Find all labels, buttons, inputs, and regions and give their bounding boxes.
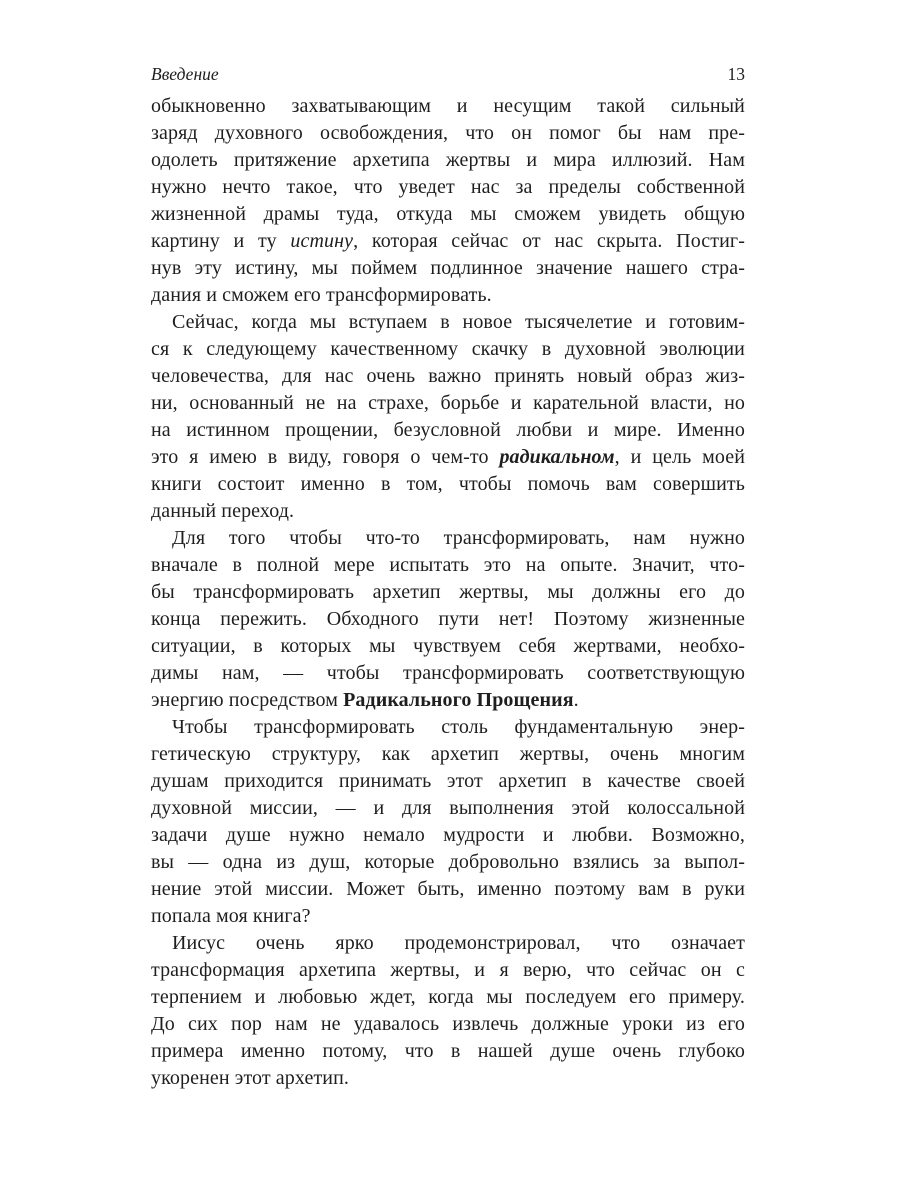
text-line: [151, 120, 745, 147]
page-body: [151, 93, 745, 1092]
emphasized-text: Радикального Прощения: [343, 689, 574, 711]
text-run: данный переход.: [151, 500, 295, 522]
page-number: 13: [727, 64, 745, 84]
text-run: До сих пор нам не удавалось извлечь должные уроки из его: [151, 1013, 745, 1035]
text-run: книги состоит именно в том, чтобы помочь вам совершить: [151, 473, 745, 495]
text-line: [151, 552, 745, 579]
text-run: попала моя книга?: [151, 905, 311, 927]
text-line: [151, 795, 745, 822]
text-line: [151, 714, 745, 741]
text-run: ни, основанный не на страхе, борьбе и карательной власти, но: [151, 392, 745, 414]
text-run: Сейчас, когда мы вступаем в новое тысячелетие и готовим-: [172, 311, 745, 333]
text-run: задачи душе нужно немало мудрости и любви. Возможно,: [151, 824, 745, 846]
text-line: [151, 255, 745, 282]
text-run: , и цель моей: [614, 446, 746, 468]
text-line: [151, 282, 745, 309]
text-run: нение этой миссии. Может быть, именно поэтому вам в руки: [151, 878, 745, 900]
text-run: душам приходится принимать этот архетип в качестве своей: [151, 770, 745, 792]
text-line: [151, 309, 745, 336]
emphasized-text: истину: [290, 230, 354, 252]
text-line: [151, 390, 745, 417]
text-line: [151, 525, 745, 552]
text-run: Для того чтобы что-то трансформировать, нам нужно: [172, 527, 745, 549]
text-run: ся к следующему качественному скачку в духовной эволюции: [151, 338, 745, 360]
text-run: ситуации, в которых мы чувствуем себя жертвами, необхо-: [151, 635, 745, 657]
text-line: [151, 471, 745, 498]
text-line: [151, 849, 745, 876]
text-line: [151, 498, 745, 525]
text-run: заряд духовного освобождения, что он помог бы нам пре-: [151, 122, 745, 144]
text-run: .: [573, 689, 579, 711]
text-line: [151, 822, 745, 849]
paragraph: [151, 309, 745, 525]
text-line: [151, 444, 745, 471]
text-run: укоренен этот архетип.: [151, 1067, 350, 1089]
text-run: вначале в полной мере испытать это на опыте. Значит, что-: [151, 554, 745, 576]
text-line: [151, 1038, 745, 1065]
paragraph: [151, 714, 745, 930]
text-run: нув эту истину, мы поймем подлинное значение нашего стра-: [151, 257, 745, 279]
text-run: картину и ту: [151, 230, 291, 252]
text-line: [151, 633, 745, 660]
text-run: духовной миссии, — и для выполнения этой колоссальной: [151, 797, 745, 819]
paragraph: [151, 93, 745, 309]
paragraph: [151, 930, 745, 1092]
paragraph: [151, 525, 745, 714]
text-run: нужно нечто такое, что уведет нас за пределы собственной: [151, 176, 745, 198]
text-line: [151, 687, 745, 714]
page-content: [151, 64, 745, 1092]
text-run: , которая сейчас от нас скрыта. Постиг-: [353, 230, 745, 252]
text-run: бы трансформировать архетип жертвы, мы должны его до: [151, 581, 745, 603]
text-run: обыкновенно захватывающим и несущим такой сильный: [151, 95, 745, 117]
text-run: трансформация архетипа жертвы, и я верю, что сейчас он с: [151, 959, 745, 981]
text-run: это я имею в виду, говоря о чем-то: [151, 446, 500, 468]
text-line: [151, 228, 745, 255]
text-line: [151, 903, 745, 930]
text-line: [151, 336, 745, 363]
text-line: [151, 984, 745, 1011]
text-line: [151, 174, 745, 201]
text-line: [151, 606, 745, 633]
text-line: [151, 201, 745, 228]
text-line: [151, 741, 745, 768]
text-line: [151, 579, 745, 606]
text-run: конца пережить. Обходного пути нет! Поэтому жизненные: [151, 608, 745, 630]
text-run: Чтобы трансформировать столь фундаментальную энер-: [172, 716, 745, 738]
text-run: терпением и любовью ждет, когда мы последуем его примеру.: [151, 986, 745, 1008]
text-line: [151, 930, 745, 957]
text-run: человечества, для нас очень важно принять новый образ жиз-: [151, 365, 745, 387]
text-line: [151, 1011, 745, 1038]
text-run: на истинном прощении, безусловной любви и мире. Именно: [151, 419, 745, 441]
text-line: [151, 93, 745, 120]
text-line: [151, 876, 745, 903]
text-line: [151, 957, 745, 984]
text-run: жизненной драмы туда, откуда мы сможем увидеть общую: [151, 203, 745, 225]
emphasized-text: радикальном: [499, 446, 615, 468]
page-header: [151, 64, 745, 84]
text-line: [151, 147, 745, 174]
text-run: гетическую структуру, как архетип жертвы, очень многим: [151, 743, 745, 765]
text-line: [151, 363, 745, 390]
text-line: [151, 1065, 745, 1092]
text-line: [151, 660, 745, 687]
text-run: вы — одна из душ, которые добровольно взялись за выпол-: [151, 851, 745, 873]
text-line: [151, 417, 745, 444]
running-title: Введение: [151, 64, 219, 84]
text-run: димы нам, — чтобы трансформировать соответствующую: [151, 662, 745, 684]
text-run: одолеть притяжение архетипа жертвы и мира иллюзий. Нам: [151, 149, 745, 171]
text-line: [151, 768, 745, 795]
text-run: дания и сможем его трансформировать.: [151, 284, 492, 306]
text-run: энергию посредством: [151, 689, 344, 711]
text-run: Иисус очень ярко продемонстрировал, что означает: [172, 932, 745, 954]
text-run: примера именно потому, что в нашей душе очень глубоко: [151, 1040, 745, 1062]
